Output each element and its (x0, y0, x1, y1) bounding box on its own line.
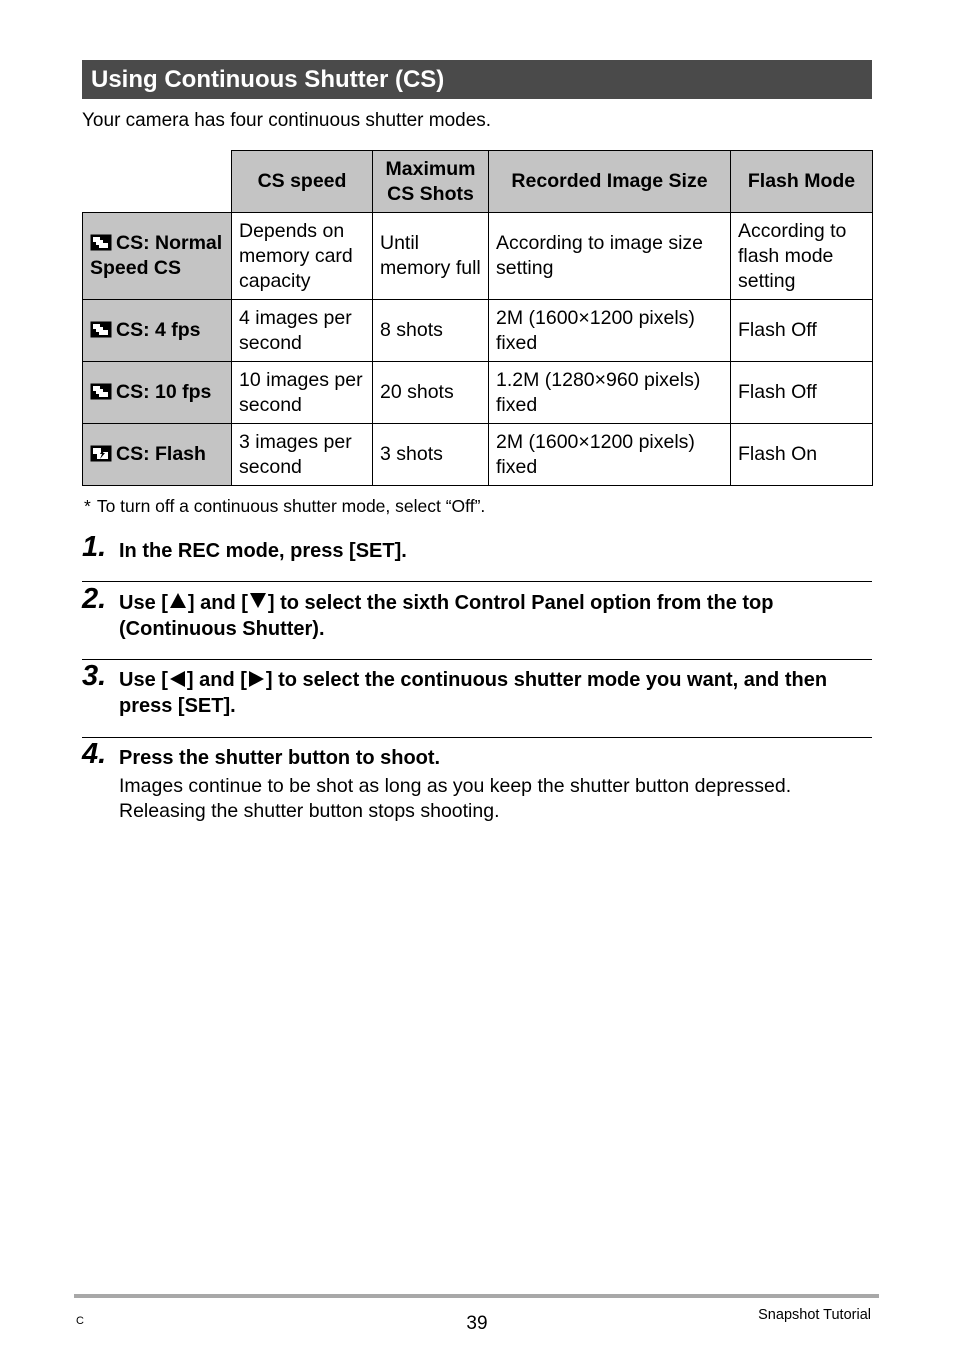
row-mode: CS: Flash (83, 424, 232, 486)
right-arrow-icon (249, 671, 264, 687)
divider (82, 737, 872, 738)
cell-flash: Flash Off (731, 362, 873, 424)
step-text: Use [ ] and [ ] to select the continuous shutter mode you want, and then press [SET]. (119, 669, 828, 717)
continuous-shutter-icon (90, 321, 112, 338)
cell-speed: 10 images per second (232, 362, 373, 424)
step-number: 1. (82, 531, 107, 563)
down-arrow-icon (250, 593, 266, 608)
table-header-row (83, 151, 873, 213)
footer-bar (74, 1294, 879, 1298)
divider (82, 581, 872, 582)
cell-max-shots: 3 shots (373, 424, 489, 486)
cell-max-shots: 8 shots (373, 300, 489, 362)
step-description: Images continue to be shot as long as you keep the shutter button depressed. Releasing the shutter button stops shooting. (119, 775, 792, 822)
step-number: 4. (82, 738, 107, 770)
row-mode: CS: 10 fps (83, 362, 232, 424)
note-text: To turn off a continuous shutter mode, select “Off”. (96, 496, 486, 516)
table-corner (83, 151, 232, 213)
flash-continuous-shutter-icon (90, 445, 112, 462)
step-text: In the REC mode, press [SET]. (119, 540, 407, 562)
step-text: Use [ ] and [ ] to select the sixth Control Panel option from the top (Continuous Shutter). (119, 592, 774, 640)
cell-speed: 3 images per second (232, 424, 373, 486)
cs-modes-table (82, 150, 873, 486)
up-arrow-icon (170, 593, 186, 608)
cell-flash: Flash Off (731, 300, 873, 362)
cell-image-size: 2M (1600×1200 pixels) fixed (489, 424, 731, 486)
step-text: Press the shutter button to shoot. (119, 747, 441, 769)
cell-image-size: 1.2M (1280×960 pixels) fixed (489, 362, 731, 424)
continuous-shutter-icon (90, 234, 112, 251)
cell-flash: Flash On (731, 424, 873, 486)
step-number: 3. (82, 660, 107, 692)
cell-max-shots: Until memory full (373, 213, 489, 300)
section-title: Using Continuous Shutter (CS) (82, 60, 872, 99)
row-mode: CS: 4 fps (83, 300, 232, 362)
left-arrow-icon (170, 671, 185, 687)
cell-speed: Depends on memory card capacity (232, 213, 373, 300)
table-row (83, 362, 873, 424)
continuous-shutter-icon (90, 383, 112, 400)
table-row (83, 213, 873, 300)
table-note (84, 494, 485, 518)
page-number: 39 (466, 1313, 488, 1334)
table-row (83, 300, 873, 362)
header-image-size: Recorded Image Size (489, 151, 731, 213)
footer-language-mark: C (76, 1315, 84, 1327)
cell-image-size: 2M (1600×1200 pixels) fixed (489, 300, 731, 362)
header-cs-speed: CS speed (232, 151, 373, 213)
footer-section-name: Snapshot Tutorial (758, 1307, 871, 1323)
header-max-shots: Maximum CS Shots (373, 151, 489, 213)
header-flash-mode: Flash Mode (731, 151, 873, 213)
cell-speed: 4 images per second (232, 300, 373, 362)
divider (82, 659, 872, 660)
cell-image-size: According to image size setting (489, 213, 731, 300)
cell-max-shots: 20 shots (373, 362, 489, 424)
row-mode: CS: Normal Speed CS (83, 213, 232, 300)
step-number: 2. (82, 583, 107, 615)
asterisk-mark: * (84, 496, 91, 516)
cell-flash: According to flash mode setting (731, 213, 873, 300)
intro-text: Your camera has four continuous shutter modes. (82, 110, 492, 131)
table-row (83, 424, 873, 486)
